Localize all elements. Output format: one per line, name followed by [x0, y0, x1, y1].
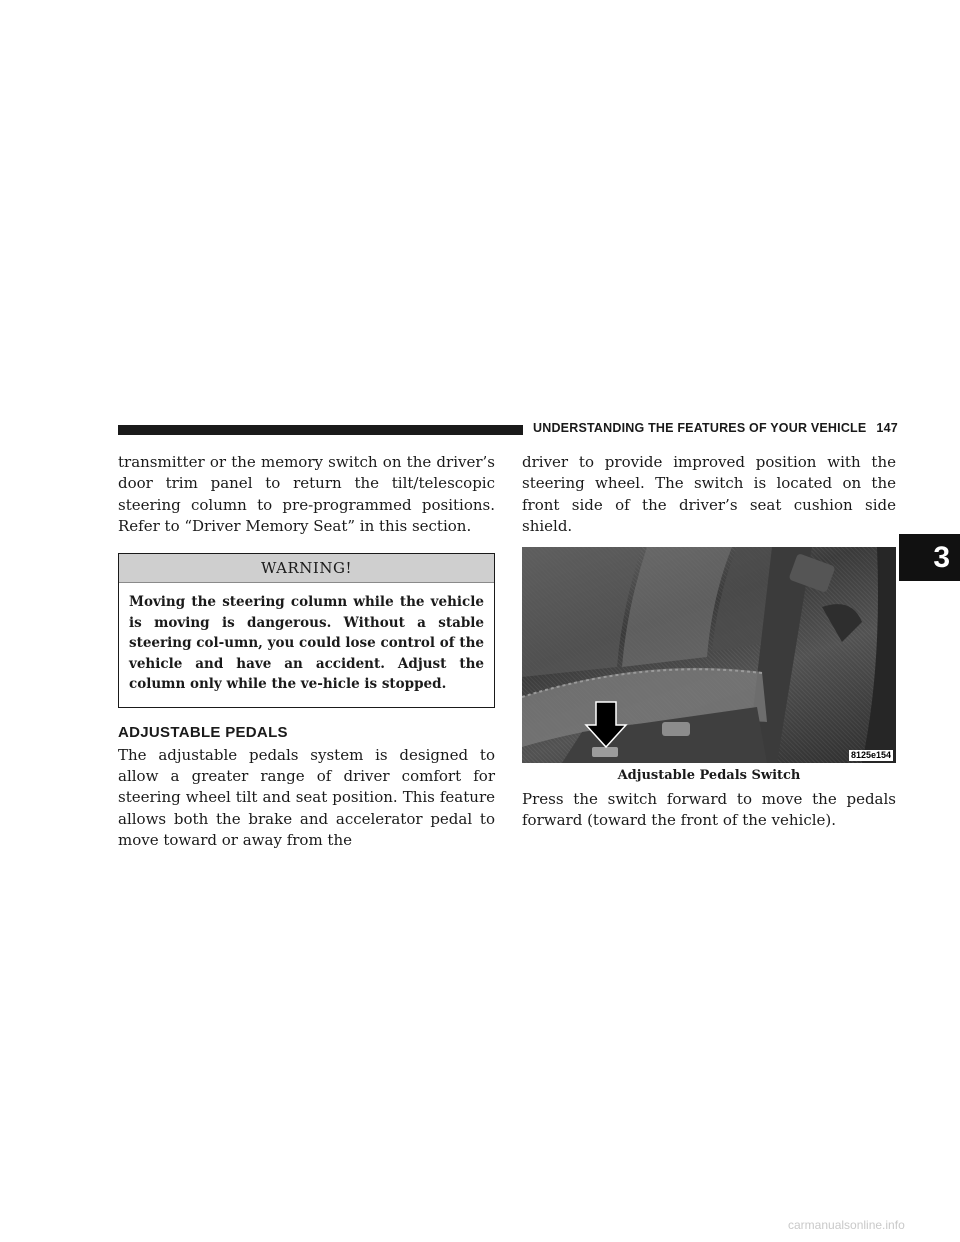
figure-caption: Adjustable Pedals Switch — [617, 768, 801, 784]
warning-title: WARNING! — [119, 554, 494, 583]
right-column — [522, 452, 896, 832]
page-number: 147 — [876, 421, 898, 435]
seat-switch-photo — [522, 547, 896, 763]
chapter-tab: 3 — [899, 534, 960, 581]
header-title: UNDERSTANDING THE FEATURES OF YOUR VEHICLE — [533, 421, 867, 435]
seat-illustration — [522, 547, 896, 763]
left-column — [118, 452, 495, 851]
warning-box — [118, 553, 495, 708]
continued-paragraph: driver to provide improved position with the steering wheel. The switch is located on the front side of the driver’s seat cushion side shield. — [522, 453, 896, 535]
watermark: carmanualsonline.info — [788, 1218, 905, 1232]
intro-paragraph: transmitter or the memory switch on the driver’s door trim panel to return the tilt/telescopic steering column to pre-programmed positions. Refer to “Driver Memory Seat” in this section. — [118, 453, 495, 535]
running-header — [533, 421, 898, 435]
header-rule — [118, 425, 523, 435]
section-paragraph: The adjustable pedals system is designed to allow a greater range of driver comfort for steering wheel tilt and seat position. This feature allows both the brake and accelerator pedal to move toward or away from the — [118, 745, 495, 849]
warning-text: Moving the steering column while the vehicle is moving is dangerous. Without a stable steering col-umn, you could lose control of the vehicle and have an accident. Adjust the column only while the ve-hicle is stopped. — [129, 594, 484, 693]
section-heading: ADJUSTABLE PEDALS — [118, 723, 288, 741]
closing-paragraph: Press the switch forward to move the pedals forward (toward the front of the vehicle). — [522, 790, 896, 830]
figure-id: 8125e154 — [850, 750, 891, 761]
